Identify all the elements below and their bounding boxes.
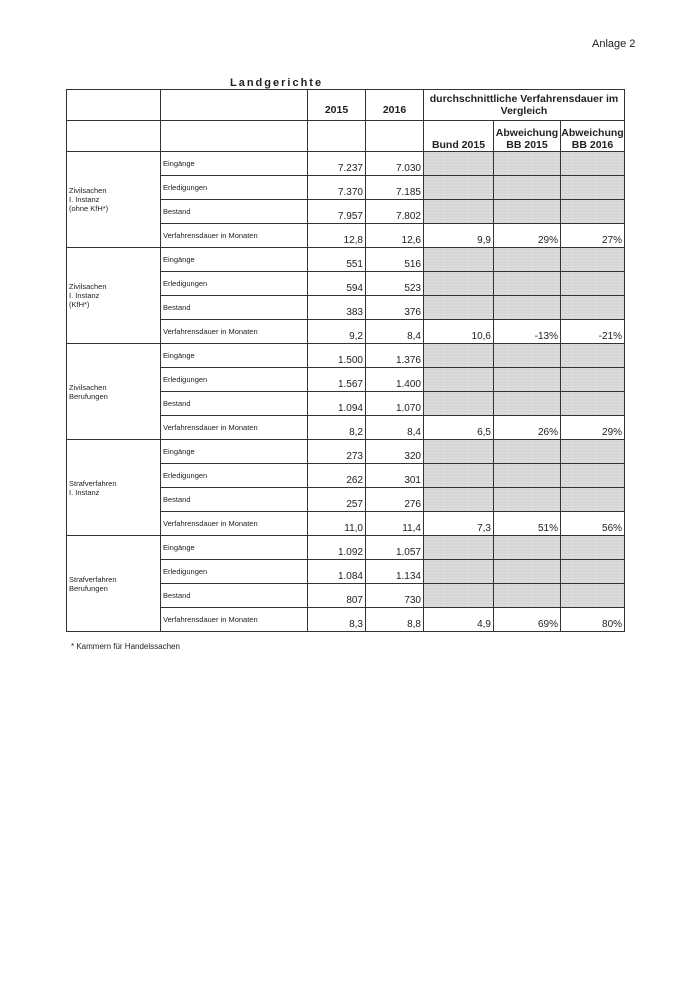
comparison-cell-abw_bb2015: -13% (494, 320, 561, 344)
comparison-cell-bund2015: 4,9 (424, 608, 494, 632)
shaded-cell (561, 368, 625, 392)
shaded-cell (424, 296, 494, 320)
value-cell-2016: 516 (366, 248, 424, 272)
shaded-cell (561, 176, 625, 200)
comparison-cell-abw_bb2015: 26% (494, 416, 561, 440)
value-cell-2016: 1.057 (366, 536, 424, 560)
shaded-cell (561, 272, 625, 296)
shaded-cell (561, 440, 625, 464)
shaded-cell (561, 536, 625, 560)
value-cell-2015: 7.370 (308, 176, 366, 200)
shaded-cell (424, 200, 494, 224)
value-cell-2016: 276 (366, 488, 424, 512)
value-cell-2015: 11,0 (308, 512, 366, 536)
table-body (67, 152, 625, 632)
header-blank-cell (308, 121, 366, 152)
row-label-erledigungen: Erledigungen (161, 272, 308, 296)
table-title: Landgerichte (230, 77, 324, 89)
value-cell-2015: 7.957 (308, 200, 366, 224)
table-row (67, 344, 625, 368)
value-cell-2015: 9,2 (308, 320, 366, 344)
value-cell-2015: 1.500 (308, 344, 366, 368)
row-label-bestand: Bestand (161, 488, 308, 512)
value-cell-2016: 7.030 (366, 152, 424, 176)
shaded-cell (561, 464, 625, 488)
shaded-cell (424, 152, 494, 176)
shaded-cell (424, 368, 494, 392)
value-cell-2015: 1.567 (308, 368, 366, 392)
table-row (67, 248, 625, 272)
comparison-cell-abw_bb2015: 51% (494, 512, 561, 536)
row-label-eingaenge: Eingänge (161, 248, 308, 272)
row-label-bestand: Bestand (161, 200, 308, 224)
shaded-cell (494, 536, 561, 560)
shaded-cell (561, 392, 625, 416)
shaded-cell (494, 440, 561, 464)
comparison-cell-abw_bb2016: 27% (561, 224, 625, 248)
value-cell-2015: 807 (308, 584, 366, 608)
comparison-cell-bund2015: 9,9 (424, 224, 494, 248)
shaded-cell (494, 464, 561, 488)
shaded-cell (494, 296, 561, 320)
comparison-cell-abw_bb2015: 29% (494, 224, 561, 248)
value-cell-2015: 383 (308, 296, 366, 320)
shaded-cell (561, 152, 625, 176)
shaded-cell (561, 344, 625, 368)
header-blank-cell (161, 121, 308, 152)
shaded-cell (494, 488, 561, 512)
table-row (67, 440, 625, 464)
row-label-erledigungen: Erledigungen (161, 560, 308, 584)
row-label-bestand: Bestand (161, 392, 308, 416)
value-cell-2016: 523 (366, 272, 424, 296)
row-label-dauer: Verfahrensdauer in Monaten (161, 224, 308, 248)
value-cell-2016: 320 (366, 440, 424, 464)
header-blank-cell (366, 121, 424, 152)
row-label-eingaenge: Eingänge (161, 344, 308, 368)
category-label: Zivilsachen I. Instanz (ohne KfH*) (67, 152, 161, 248)
shaded-cell (494, 368, 561, 392)
value-cell-2016: 1.134 (366, 560, 424, 584)
header-year-2016: 2016 (366, 90, 424, 121)
row-label-erledigungen: Erledigungen (161, 176, 308, 200)
statistics-table (66, 89, 625, 632)
shaded-cell (424, 176, 494, 200)
row-label-bestand: Bestand (161, 296, 308, 320)
shaded-cell (424, 344, 494, 368)
row-label-dauer: Verfahrensdauer in Monaten (161, 416, 308, 440)
value-cell-2015: 257 (308, 488, 366, 512)
header-year-2015: 2015 (308, 90, 366, 121)
table-row (67, 152, 625, 176)
shaded-cell (494, 176, 561, 200)
shaded-cell (424, 536, 494, 560)
shaded-cell (561, 200, 625, 224)
value-cell-2016: 730 (366, 584, 424, 608)
value-cell-2015: 12,8 (308, 224, 366, 248)
header-bund-2015: Bund 2015 (424, 121, 494, 152)
shaded-cell (494, 272, 561, 296)
value-cell-2015: 1.092 (308, 536, 366, 560)
value-cell-2016: 8,8 (366, 608, 424, 632)
value-cell-2016: 7.802 (366, 200, 424, 224)
value-cell-2016: 7.185 (366, 176, 424, 200)
comparison-cell-abw_bb2016: 80% (561, 608, 625, 632)
comparison-cell-bund2015: 7,3 (424, 512, 494, 536)
row-label-dauer: Verfahrensdauer in Monaten (161, 320, 308, 344)
header-abweichung-bb-2015: Abweichung BB 2015 (494, 121, 561, 152)
value-cell-2015: 1.084 (308, 560, 366, 584)
header-comparison: durchschnittliche Verfahrensdauer im Vergleich (424, 90, 625, 121)
value-cell-2015: 8,2 (308, 416, 366, 440)
shaded-cell (424, 584, 494, 608)
value-cell-2016: 1.070 (366, 392, 424, 416)
comparison-cell-bund2015: 6,5 (424, 416, 494, 440)
shaded-cell (561, 560, 625, 584)
shaded-cell (494, 248, 561, 272)
value-cell-2016: 1.400 (366, 368, 424, 392)
value-cell-2015: 7.237 (308, 152, 366, 176)
header-abweichung-bb-2016: Abweichung BB 2016 (561, 121, 625, 152)
comparison-cell-abw_bb2016: -21% (561, 320, 625, 344)
value-cell-2015: 262 (308, 464, 366, 488)
row-label-erledigungen: Erledigungen (161, 464, 308, 488)
category-label: Zivilsachen I. Instanz (KfH*) (67, 248, 161, 344)
comparison-cell-abw_bb2016: 56% (561, 512, 625, 536)
row-label-eingaenge: Eingänge (161, 536, 308, 560)
comparison-cell-abw_bb2016: 29% (561, 416, 625, 440)
value-cell-2016: 8,4 (366, 416, 424, 440)
category-label: Strafverfahren I. Instanz (67, 440, 161, 536)
value-cell-2015: 594 (308, 272, 366, 296)
shaded-cell (424, 272, 494, 296)
header-blank-cell (67, 121, 161, 152)
row-label-bestand: Bestand (161, 584, 308, 608)
shaded-cell (561, 488, 625, 512)
row-label-erledigungen: Erledigungen (161, 368, 308, 392)
row-label-eingaenge: Eingänge (161, 152, 308, 176)
header-row-1 (67, 90, 625, 121)
category-label: Strafverfahren Berufungen (67, 536, 161, 632)
shaded-cell (424, 464, 494, 488)
value-cell-2016: 1.376 (366, 344, 424, 368)
table-row (67, 536, 625, 560)
shaded-cell (494, 560, 561, 584)
comparison-cell-abw_bb2015: 69% (494, 608, 561, 632)
value-cell-2016: 11,4 (366, 512, 424, 536)
shaded-cell (561, 296, 625, 320)
comparison-cell-bund2015: 10,6 (424, 320, 494, 344)
shaded-cell (494, 392, 561, 416)
shaded-cell (561, 584, 625, 608)
value-cell-2016: 376 (366, 296, 424, 320)
row-label-dauer: Verfahrensdauer in Monaten (161, 608, 308, 632)
value-cell-2015: 1.094 (308, 392, 366, 416)
value-cell-2015: 551 (308, 248, 366, 272)
shaded-cell (424, 248, 494, 272)
value-cell-2016: 12,6 (366, 224, 424, 248)
header-blank-cell (67, 90, 161, 121)
row-label-dauer: Verfahrensdauer in Monaten (161, 512, 308, 536)
header-blank-cell (161, 90, 308, 121)
annex-label: Anlage 2 (592, 38, 636, 50)
shaded-cell (494, 152, 561, 176)
value-cell-2015: 273 (308, 440, 366, 464)
shaded-cell (494, 344, 561, 368)
shaded-cell (424, 560, 494, 584)
row-label-eingaenge: Eingänge (161, 440, 308, 464)
shaded-cell (424, 440, 494, 464)
value-cell-2016: 301 (366, 464, 424, 488)
shaded-cell (494, 200, 561, 224)
shaded-cell (424, 392, 494, 416)
shaded-cell (561, 248, 625, 272)
shaded-cell (494, 584, 561, 608)
header-row-2 (67, 121, 625, 152)
shaded-cell (424, 488, 494, 512)
value-cell-2015: 8,3 (308, 608, 366, 632)
value-cell-2016: 8,4 (366, 320, 424, 344)
footnote: * Kammern für Handelssachen (71, 642, 180, 651)
category-label: Zivilsachen Berufungen (67, 344, 161, 440)
